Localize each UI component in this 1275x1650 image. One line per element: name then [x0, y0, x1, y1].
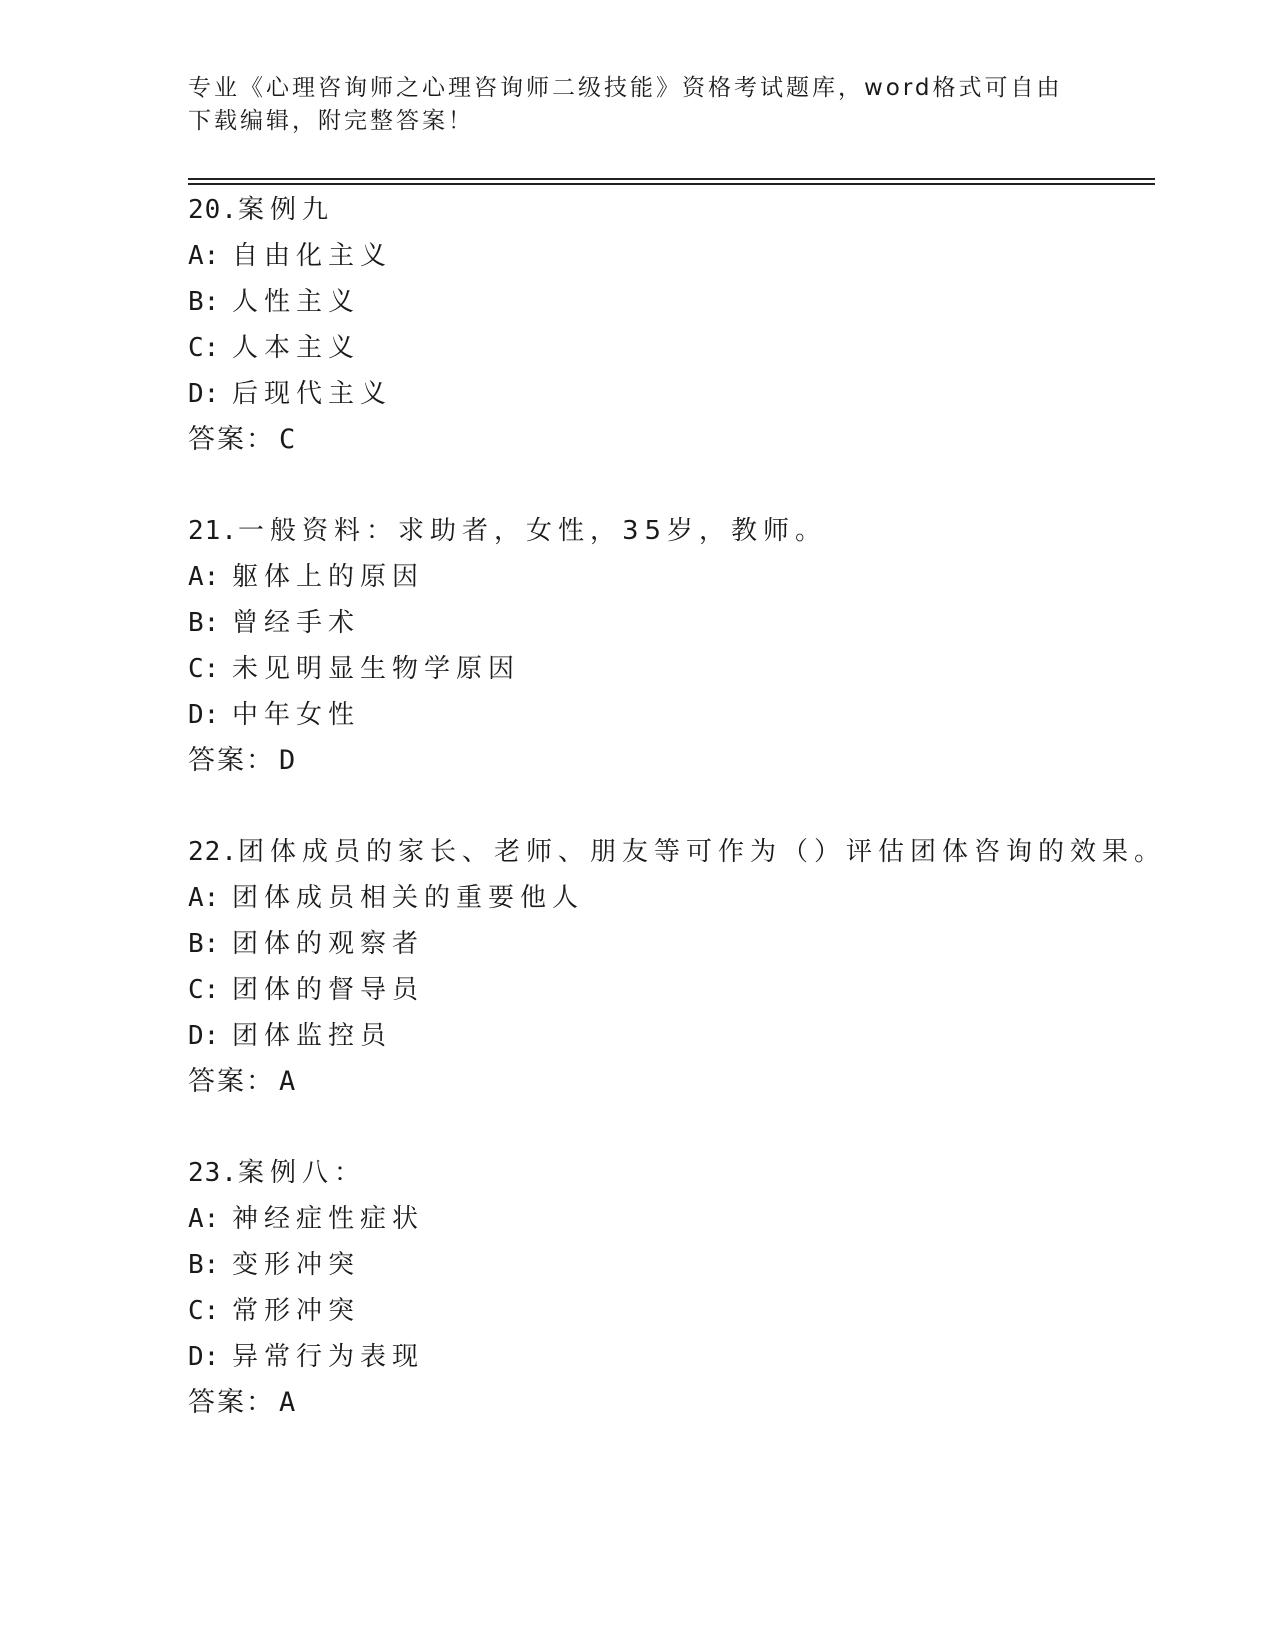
option-d — [188, 1013, 1188, 1059]
option-b — [188, 1242, 1188, 1288]
option-key: C: — [188, 333, 220, 363]
question-20 — [188, 187, 1188, 463]
answer-label: 答案： — [188, 424, 275, 455]
question-number: 21. — [188, 516, 238, 546]
answer-label: 答案： — [188, 1066, 275, 1097]
option-d — [188, 692, 1188, 738]
document-header: 专业《心理咨询师之心理咨询师二级技能》资格考试题库，word格式可自由下载编辑，附完整答案！ — [188, 75, 1063, 134]
answer-value: C — [279, 424, 297, 455]
option-text: 神经症性症状 — [232, 1204, 425, 1234]
option-text: 团体监控员 — [232, 1021, 393, 1051]
question-21 — [188, 508, 1188, 784]
option-key: A: — [188, 883, 220, 913]
option-b — [188, 600, 1188, 646]
option-key: D: — [188, 1342, 220, 1372]
answer-label: 答案： — [188, 1387, 275, 1418]
question-22 — [188, 829, 1188, 1105]
option-b — [188, 279, 1188, 325]
answer-line — [188, 1059, 1188, 1105]
option-key: C: — [188, 654, 220, 684]
option-key: A: — [188, 562, 220, 592]
option-key: D: — [188, 700, 220, 730]
option-c — [188, 967, 1188, 1013]
option-text: 团体的观察者 — [232, 929, 425, 959]
option-text: 常形冲突 — [232, 1296, 361, 1326]
question-stem — [188, 508, 1188, 554]
option-a — [188, 1196, 1188, 1242]
question-stem — [188, 1150, 1188, 1196]
option-key: C: — [188, 975, 220, 1005]
option-key: B: — [188, 608, 220, 638]
answer-line — [188, 738, 1188, 784]
header-divider-top — [188, 178, 1155, 180]
answer-value: A — [279, 1387, 297, 1418]
option-text: 曾经手术 — [232, 608, 361, 638]
option-key: C: — [188, 1296, 220, 1326]
option-text: 团体成员相关的重要他人 — [232, 883, 585, 913]
question-text: 团体成员的家长、老师、朋友等可作为（）评估团体咨询的效果。 — [237, 837, 1166, 867]
option-a — [188, 233, 1188, 279]
question-number: 23. — [188, 1158, 238, 1188]
option-key: A: — [188, 1204, 220, 1234]
option-key: D: — [188, 1021, 220, 1051]
header-divider-bottom — [188, 183, 1155, 185]
option-text: 人性主义 — [232, 287, 361, 317]
option-text: 躯体上的原因 — [232, 562, 425, 592]
option-d — [188, 1334, 1188, 1380]
option-a — [188, 554, 1188, 600]
question-number: 22. — [188, 837, 238, 867]
option-c — [188, 1288, 1188, 1334]
option-text: 后现代主义 — [232, 379, 393, 409]
answer-line — [188, 417, 1188, 463]
option-key: B: — [188, 287, 220, 317]
option-text: 未见明显生物学原因 — [232, 654, 521, 684]
option-key: B: — [188, 1250, 220, 1280]
question-text: 一般资料：求助者，女性，35岁，教师。 — [237, 516, 828, 546]
question-stem — [188, 187, 1188, 233]
option-key: D: — [188, 379, 220, 409]
answer-label: 答案： — [188, 745, 275, 776]
option-a — [188, 875, 1188, 921]
question-text: 案例八： — [237, 1158, 366, 1188]
option-b — [188, 921, 1188, 967]
option-text: 变形冲突 — [232, 1250, 361, 1280]
option-key: B: — [188, 929, 220, 959]
option-d — [188, 371, 1188, 417]
question-number: 20. — [188, 195, 238, 225]
option-key: A: — [188, 241, 220, 271]
option-text: 团体的督导员 — [232, 975, 425, 1005]
answer-value: A — [279, 1066, 297, 1097]
option-text: 中年女性 — [232, 700, 361, 730]
answer-value: D — [279, 745, 297, 776]
question-stem — [188, 829, 1188, 875]
question-text: 案例九 — [237, 195, 334, 225]
option-text: 人本主义 — [232, 333, 361, 363]
question-23 — [188, 1150, 1188, 1426]
answer-line — [188, 1380, 1188, 1426]
option-c — [188, 646, 1188, 692]
option-c — [188, 325, 1188, 371]
option-text: 异常行为表现 — [232, 1342, 425, 1372]
option-text: 自由化主义 — [232, 241, 393, 271]
